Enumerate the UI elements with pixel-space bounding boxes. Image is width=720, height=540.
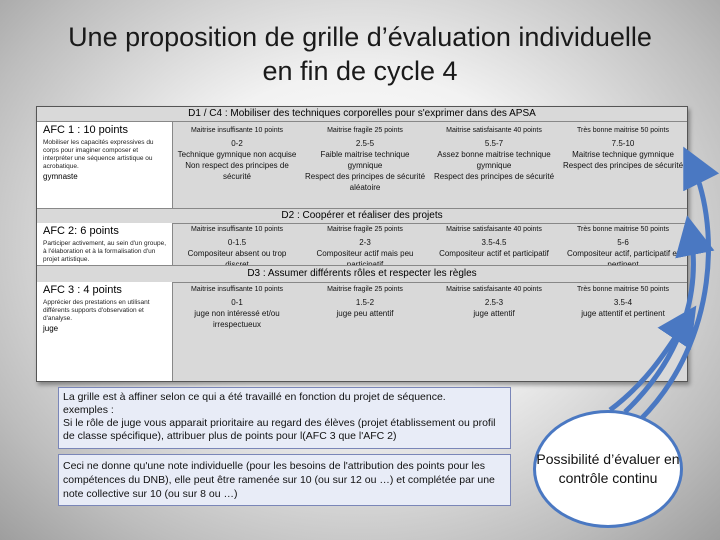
d3-cell-4-text: 3.5-4 juge attentif et pertinent — [581, 298, 665, 318]
d1-cell-2-text: 2.5-5 Faible maitrise technique gymnique Respect des principes de sécurité aléatoire — [304, 139, 426, 192]
d3-cell-4 — [559, 284, 687, 319]
level-label: Maitrise satisfaisante 40 points — [446, 127, 542, 134]
title-line-1: Une proposition de grille d’évaluation individuelle — [68, 22, 652, 52]
d3-cell-2-text: 1.5-2 juge peu attentif — [336, 298, 394, 318]
level-label: Très bonne maitrise 50 points — [577, 286, 669, 293]
d3-heading: D3 : Assumer différents rôles et respecter les règles — [37, 265, 687, 283]
level-label: Maitrise insuffisante 10 points — [190, 226, 284, 233]
d3-cell-3-text: 2.5-3 juge attentif — [473, 298, 515, 318]
level-label: Maitrise fragile 25 points — [327, 127, 403, 134]
individual-grade-note: Ceci ne donne qu'une note individuelle (pour les besoins de l'attribution des points pour les compétences du DNB), elle peut être ramenée sur 10 (ou sur 12 ou …) et complétée par une note collective sur 10 (ou sur 8 ou …) — [58, 454, 511, 506]
afc1-block — [37, 122, 173, 208]
afc3-title: AFC 3 : 4 points — [43, 284, 122, 296]
d2-cell-3 — [429, 224, 559, 259]
d1-cell-1 — [173, 125, 301, 182]
d1-cell-3-text: 5.5-7 Assez bonne maitrise technique gymnique Respect des principes de sécurité — [433, 139, 555, 181]
level-label: Maitrise fragile 25 points — [327, 286, 403, 293]
d2-cell-4 — [559, 224, 687, 270]
d3-cell-2 — [301, 284, 429, 319]
adjustment-note: La grille est à affiner selon ce qui a été travaillé en fonction du projet de séquence. exemples : Si le rôle de juge vous apparait prioritaire au regard des élèves (projet établissement ou profil de classe spécifique), attribuer plus de points pour l(AFC 3 que l'AFC 2) — [58, 387, 511, 449]
afc1-description: Mobiliser les capacités expressives du corps pour imaginer composer et interpréter une séquence artistique ou acrobatique. — [43, 139, 154, 170]
afc3-block — [37, 282, 173, 381]
circle-text: Possibilité d’évaluer en contrôle continu — [536, 451, 680, 486]
d1-cell-1-text: 0-2 Technique gymnique non acquise Non respect des principes de sécurité — [177, 139, 297, 181]
page-title — [0, 20, 720, 88]
d3-cell-1 — [173, 284, 301, 330]
level-label: Très bonne maitrise 50 points — [577, 127, 669, 134]
level-label: Maitrise insuffisante 10 points — [190, 286, 284, 293]
level-label: Maitrise satisfaisante 40 points — [446, 226, 542, 233]
evaluation-grid — [36, 106, 688, 382]
level-label: Maitrise satisfaisante 40 points — [446, 286, 542, 293]
d3-cell-3 — [429, 284, 559, 319]
afc2-block — [37, 223, 173, 265]
d1-cell-3 — [429, 125, 559, 182]
d1-heading: D1 / C4 : Mobiliser des techniques corporelles pour s'exprimer dans des APSA — [37, 107, 687, 122]
level-label: Maitrise insuffisante 10 points — [190, 127, 284, 134]
d2-cell-2 — [301, 224, 429, 270]
level-label: Maitrise fragile 25 points — [327, 226, 403, 233]
afc1-role: gymnaste — [43, 172, 78, 181]
d2-cell-3-text: 3.5-4.5 Compositeur actif et participatif — [439, 238, 549, 258]
d1-cell-2 — [301, 125, 429, 193]
d1-cell-4 — [559, 125, 687, 171]
level-label: Très bonne maitrise 50 points — [577, 226, 669, 233]
afc2-description: Participer activement, au sein d'un groupe, à l'élaboration et à la formalisation d'un projet artistique. — [43, 240, 167, 263]
d2-cell-2-text: 2-3 Compositeur actif mais peu — [316, 238, 414, 258]
afc3-description: Apprécier des prestations en utilisant différents supports d'observation et d'analyse. — [43, 299, 150, 322]
continuous-assessment-bubble — [533, 410, 683, 528]
d2-heading: D2 : Coopérer et réaliser des projets — [37, 208, 687, 224]
afc3-role: juge — [43, 324, 59, 333]
d2-cell-4-text: 5-6 Compositeur actif, participatif et — [566, 238, 680, 258]
afc2-title: AFC 2: 6 points — [43, 225, 119, 237]
afc1-title: AFC 1 : 10 points — [43, 124, 128, 136]
d3-cell-1-text: 0-1 juge non intéressé et/ou irrespectueux — [194, 298, 280, 329]
d1-cell-4-text: 7.5-10 Maitrise technique gymnique Respect des principes de sécurité — [562, 139, 684, 170]
d2-cell-1 — [173, 224, 301, 270]
title-line-2: en fin de cycle 4 — [262, 56, 458, 86]
d2-cell-1-text: 0-1.5 Compositeur absent ou trop — [187, 238, 287, 258]
